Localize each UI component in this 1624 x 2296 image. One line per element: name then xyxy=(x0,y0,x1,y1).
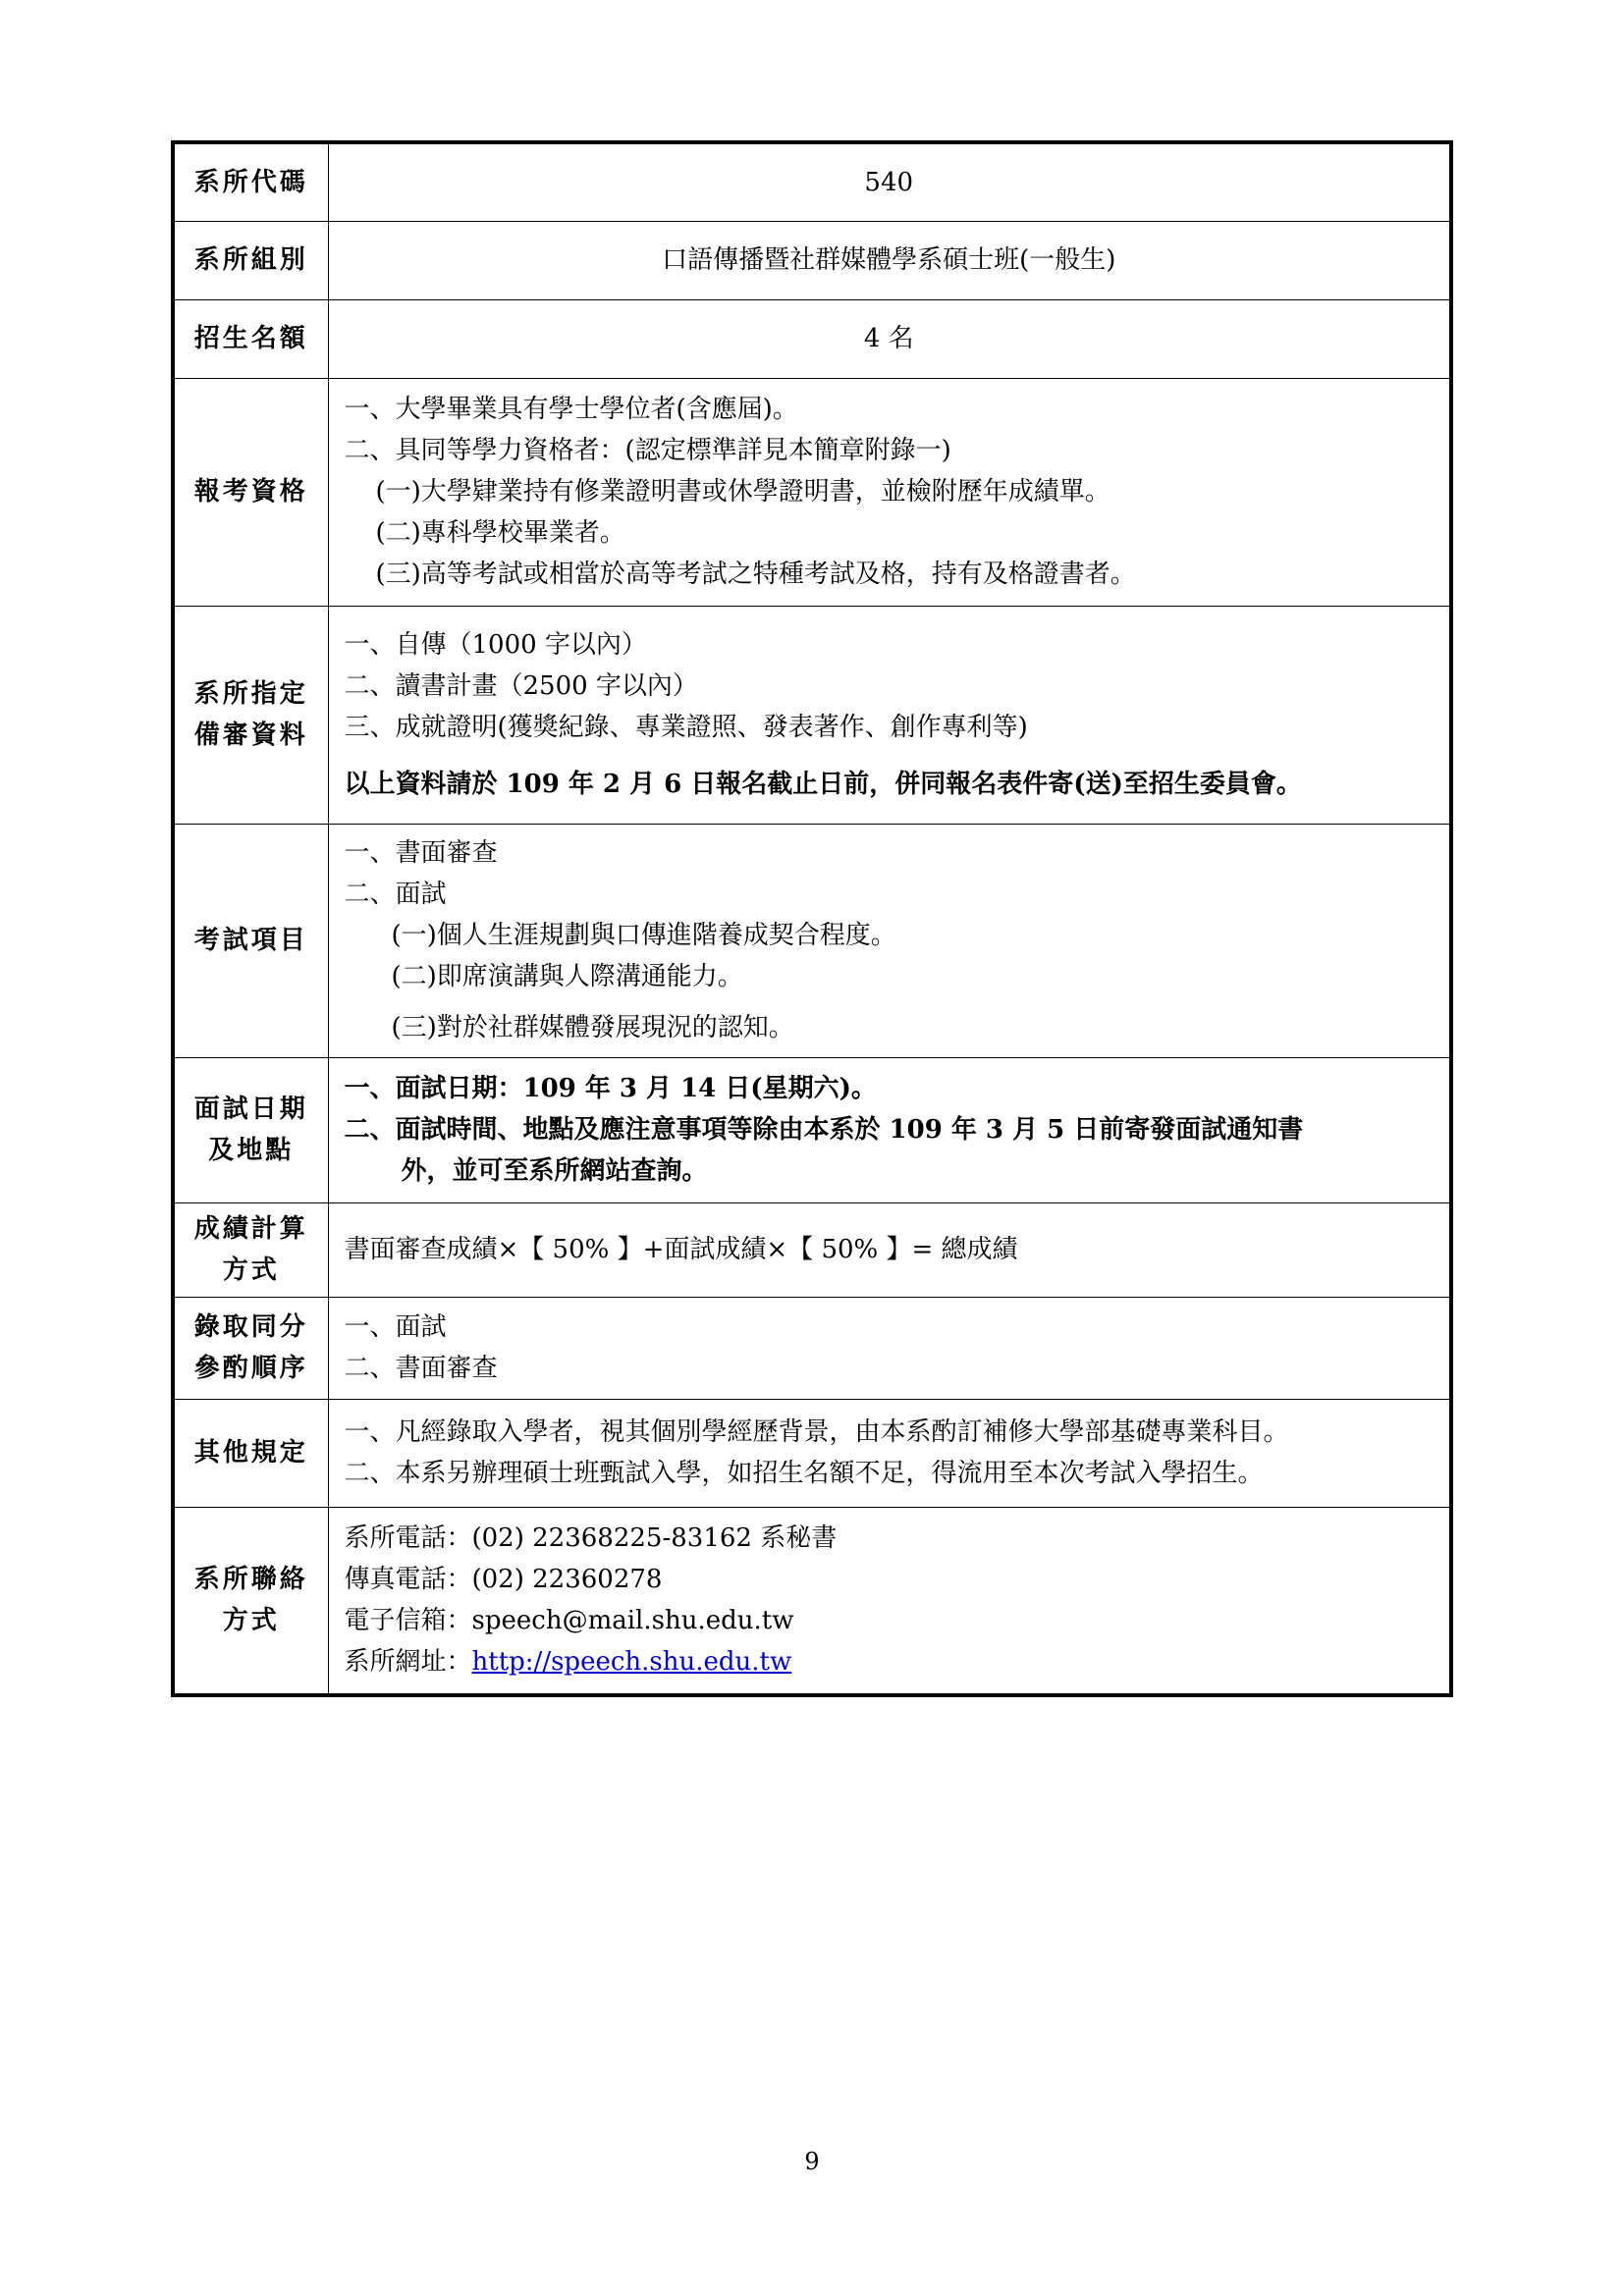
document-line: 三、成就證明(獲獎紀錄、專業證照、發表著作、創作專利等) xyxy=(344,713,1028,742)
label-dept-group: 系所組別 xyxy=(173,221,328,299)
label-scoring-line1: 成績計算 xyxy=(193,1214,308,1244)
label-interview-line1: 面試日期 xyxy=(193,1095,308,1124)
qualification-line: 二、具同等學力資格者：(認定標準詳見本簡章附錄一) xyxy=(344,436,951,465)
value-other-rules xyxy=(328,1399,1451,1507)
label-documents-line1: 系所指定 xyxy=(193,679,308,709)
interview-notice-line: 二、面試時間、地點及應注意事項等除由本系於 109 年 3 月 5 日前寄發面試通知書 xyxy=(344,1115,1304,1145)
document-line: 一、自傳（1000 字以內） xyxy=(344,630,647,660)
value-documents xyxy=(328,606,1451,824)
qualification-line: (三)高等考試或相當於高等考試之特種考試及格，持有及格證書者。 xyxy=(375,560,1136,589)
value-tie-break xyxy=(328,1297,1451,1399)
label-interview xyxy=(173,1057,328,1202)
contact-email: 電子信箱：speech@mail.shu.edu.tw xyxy=(344,1606,794,1636)
contact-website xyxy=(345,1641,1435,1682)
value-dept-group: 口語傳播暨社群媒體學系碩士班(一般生) xyxy=(328,221,1451,299)
value-dept-code: 540 xyxy=(328,142,1451,221)
label-tie-break xyxy=(173,1297,328,1399)
label-contact-line2: 方式 xyxy=(222,1606,280,1636)
document-line: 二、讀書計畫（2500 字以內） xyxy=(344,671,698,701)
exam-item-line: 一、書面審查 xyxy=(344,838,498,868)
contact-website-label: 系所網址： xyxy=(344,1647,472,1678)
exam-item-line: 二、面試 xyxy=(344,880,447,909)
label-exam-items: 考試項目 xyxy=(173,824,328,1057)
qualification-line: (二)專科學校畢業者。 xyxy=(375,518,625,548)
tie-break-line: 一、面試 xyxy=(344,1312,447,1342)
page-number: 9 xyxy=(804,2148,820,2175)
value-contact xyxy=(328,1507,1451,1695)
contact-phone: 系所電話：(02) 22368225-83162 系秘書 xyxy=(344,1523,838,1554)
row-quota xyxy=(173,299,1451,378)
row-contact xyxy=(173,1507,1451,1695)
label-scoring-line2: 方式 xyxy=(222,1255,280,1285)
label-tie-break-line2: 參酌順序 xyxy=(193,1354,308,1383)
label-scoring xyxy=(173,1202,328,1297)
label-contact-line1: 系所聯絡 xyxy=(193,1565,308,1595)
value-exam-items xyxy=(328,824,1451,1057)
row-interview xyxy=(173,1057,1451,1202)
row-dept-group xyxy=(173,221,1451,299)
row-qualifications xyxy=(173,378,1451,606)
qualification-line: 一、大學畢業具有學士學位者(含應屆)。 xyxy=(344,395,798,424)
label-documents-line2: 備審資料 xyxy=(193,721,308,750)
label-quota: 招生名額 xyxy=(173,299,328,378)
row-dept-code xyxy=(173,142,1451,221)
value-qualifications xyxy=(328,378,1451,606)
row-scoring xyxy=(173,1202,1451,1297)
label-contact xyxy=(173,1507,328,1695)
value-quota: 4 名 xyxy=(328,299,1451,378)
value-interview xyxy=(328,1057,1451,1202)
other-rule-line: 二、本系另辦理碩士班甄試入學，如招生名額不足，得流用至本次考試入學招生。 xyxy=(344,1459,1264,1488)
tie-break-line: 二、書面審查 xyxy=(344,1354,498,1383)
contact-fax: 傳真電話：(02) 22360278 xyxy=(344,1565,663,1595)
row-tie-break xyxy=(173,1297,1451,1399)
label-other-rules: 其他規定 xyxy=(173,1399,328,1507)
label-tie-break-line1: 錄取同分 xyxy=(193,1312,308,1342)
interview-date-line: 一、面試日期：109 年 3 月 14 日(星期六)。 xyxy=(344,1074,877,1103)
label-documents xyxy=(173,606,328,824)
exam-item-line: (一)個人生涯規劃與口傳進階養成契合程度。 xyxy=(391,921,896,950)
label-interview-line2: 及地點 xyxy=(208,1136,295,1165)
exam-item-line: (二)即席演講與人際溝通能力。 xyxy=(391,962,743,991)
qualification-line: (一)大學肄業持有修業證明書或休學證明書，並檢附歷年成績單。 xyxy=(375,477,1110,507)
row-documents xyxy=(173,606,1451,824)
documents-deadline-note: 以上資料請於 109 年 2 月 6 日報名截止日前，併同報名表件寄(送)至招生委員會。 xyxy=(344,770,1302,799)
label-qualifications: 報考資格 xyxy=(173,378,328,606)
contact-website-link[interactable]: http://speech.shu.edu.tw xyxy=(471,1647,792,1678)
row-exam-items xyxy=(173,824,1451,1057)
interview-notice-line-cont: 外，並可至系所網站查詢。 xyxy=(401,1156,708,1186)
other-rule-line: 一、凡經錄取入學者，視其個別學經歷背景，由本系酌訂補修大學部基礎專業科目。 xyxy=(344,1417,1289,1447)
admission-info-table xyxy=(171,140,1453,1697)
label-dept-code: 系所代碼 xyxy=(173,142,328,221)
row-other-rules xyxy=(173,1399,1451,1507)
exam-item-line: (三)對於社群媒體發展現況的認知。 xyxy=(391,1013,794,1042)
value-scoring-formula: 書面審查成績×【 50% 】+面試成績×【 50% 】= 總成績 xyxy=(328,1202,1451,1297)
